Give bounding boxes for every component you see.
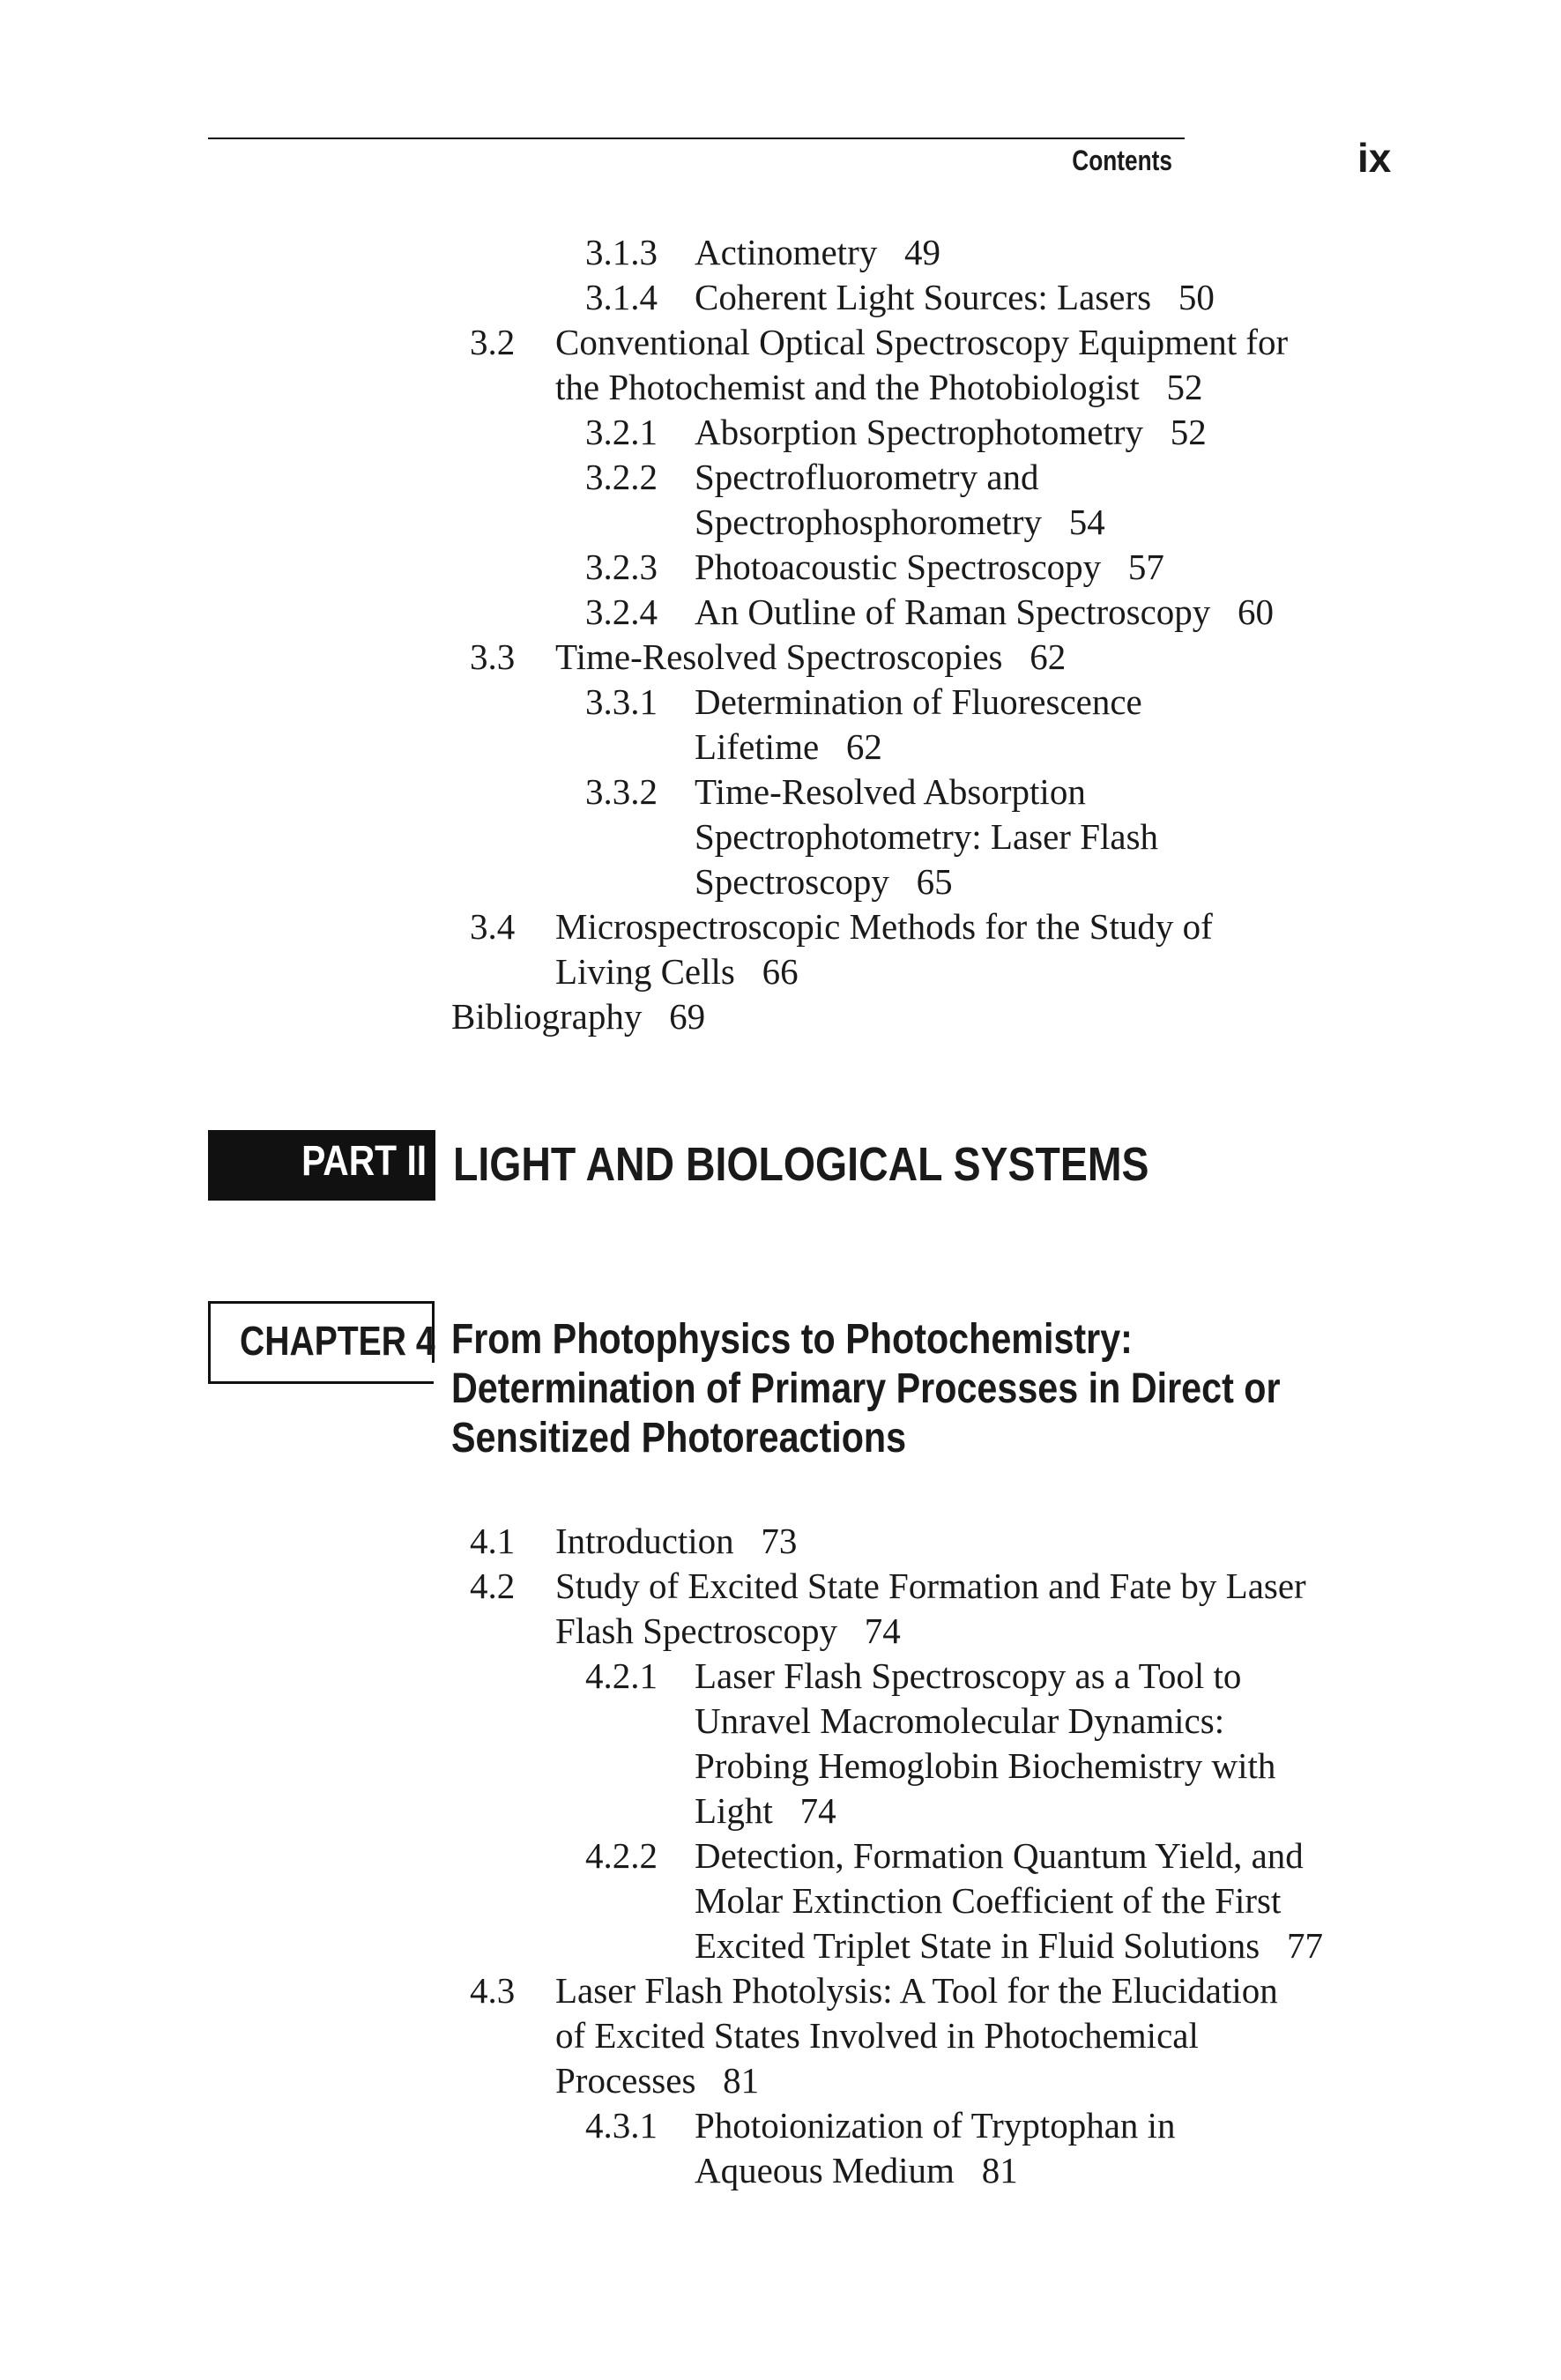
toc-number: 3.3 [470, 636, 516, 677]
toc-title: Conventional Optical Spectroscopy Equipment for [555, 322, 1289, 362]
header-rule [208, 138, 1185, 139]
toc-title: Spectrophosphorometry 54 [695, 502, 1105, 542]
toc-title: Light 74 [695, 1790, 836, 1831]
page-number: ix [1357, 135, 1392, 181]
toc-number: 3.2.2 [585, 457, 658, 497]
part-label-block [208, 1130, 435, 1201]
toc-title: Detection, Formation Quantum Yield, and [695, 1835, 1304, 1876]
toc-title: Photoacoustic Spectroscopy 57 [695, 547, 1164, 587]
toc-number: 3.2.1 [585, 412, 658, 452]
toc-title: Actinometry 49 [695, 232, 940, 272]
toc-title: Molar Extinction Coefficient of the First [695, 1880, 1282, 1921]
toc-title: Spectrofluorometry and [695, 457, 1039, 497]
chapter-label: CHAPTER 4 [240, 1318, 435, 1364]
toc-title: Spectrophotometry: Laser Flash [695, 816, 1159, 857]
toc-number: 4.3 [470, 1970, 516, 2011]
toc-title: Laser Flash Photolysis: A Tool for the Elucidation [555, 1970, 1278, 2011]
toc-title: Probing Hemoglobin Biochemistry with [695, 1745, 1276, 1786]
toc-number: 4.2.1 [585, 1655, 658, 1696]
toc-title: of Excited States Involved in Photochemical [555, 2015, 1199, 2056]
toc-number: 3.4 [470, 906, 516, 947]
toc-title: Introduction 73 [555, 1521, 798, 1561]
toc-title: Study of Excited State Formation and Fate by Laser [555, 1566, 1306, 1606]
toc-number: 4.1 [470, 1521, 516, 1561]
toc-number: 4.3.1 [585, 2105, 658, 2146]
toc-title: Coherent Light Sources: Lasers 50 [695, 277, 1215, 317]
toc-title: Determination of Fluorescence [695, 681, 1142, 722]
toc-number: 4.2.2 [585, 1835, 658, 1876]
toc-number: 3.2.3 [585, 547, 658, 587]
toc-title: Laser Flash Spectroscopy as a Tool to [695, 1655, 1242, 1696]
chapter-title-line: Sensitized Photoreactions [451, 1415, 907, 1461]
toc-title: the Photochemist and the Photobiologist 52 [555, 367, 1203, 407]
toc-number: 3.1.4 [585, 277, 658, 317]
toc-title: Lifetime 62 [695, 726, 882, 767]
toc-title: Photoionization of Tryptophan in [695, 2105, 1176, 2146]
part-label: PART II [301, 1138, 427, 1185]
toc-number: 3.2 [470, 322, 516, 362]
toc-number: 3.3.2 [585, 771, 658, 812]
toc-title: Bibliography 69 [451, 996, 706, 1037]
toc-title: Microspectroscopic Methods for the Study of [555, 906, 1213, 947]
toc-title: Spectroscopy 65 [695, 861, 953, 902]
toc-title: Unravel Macromolecular Dynamics: [695, 1700, 1225, 1741]
toc-title: Flash Spectroscopy 74 [555, 1610, 901, 1651]
chapter-title [451, 1315, 1421, 1463]
chapter-title-line: Determination of Primary Processes in Direct or [451, 1365, 1281, 1412]
toc-number: 4.2 [470, 1566, 516, 1606]
part-title: LIGHT AND BIOLOGICAL SYSTEMS [453, 1138, 1149, 1191]
toc-number: 3.2.4 [585, 591, 658, 632]
running-head: Contents [1072, 145, 1172, 176]
toc-title: Absorption Spectrophotometry 52 [695, 412, 1207, 452]
toc-title: Time-Resolved Absorption [695, 771, 1086, 812]
toc-number: 3.1.3 [585, 232, 658, 272]
toc-title: An Outline of Raman Spectroscopy 60 [695, 591, 1275, 632]
toc-number: 3.3.1 [585, 681, 658, 722]
toc-title: Aqueous Medium 81 [695, 2150, 1018, 2190]
chapter-title-line: From Photophysics to Photochemistry: [451, 1316, 1133, 1363]
toc-title: Excited Triplet State in Fluid Solutions 77 [695, 1925, 1323, 1966]
toc-title: Processes 81 [555, 2060, 760, 2101]
toc-title: Living Cells 66 [555, 951, 799, 992]
toc-title: Time-Resolved Spectroscopies 62 [555, 636, 1067, 677]
